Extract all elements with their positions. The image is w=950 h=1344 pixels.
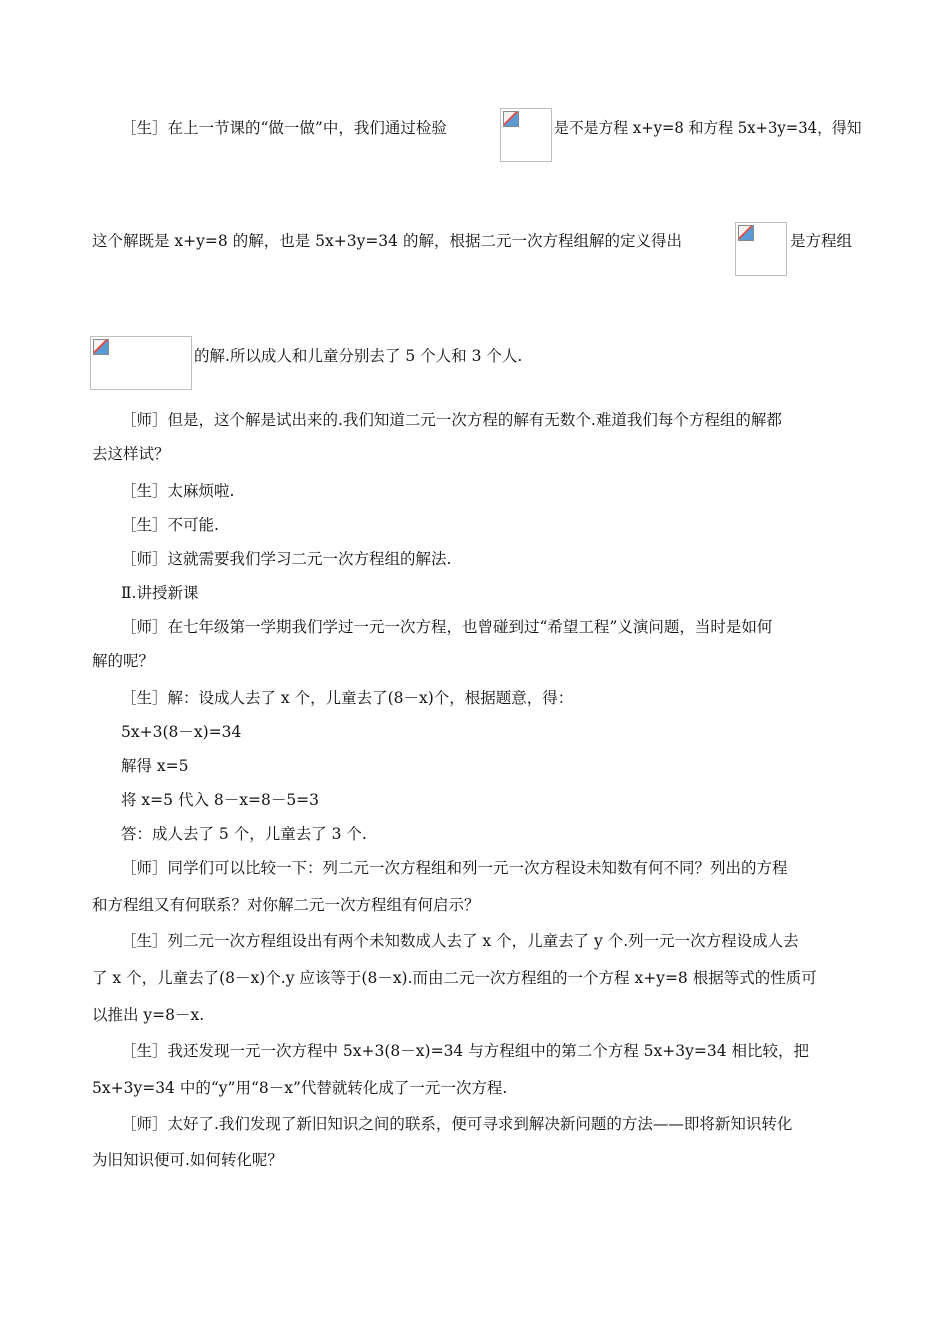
paragraph-line: 5x+3y=34 中的“y”用“8－x”代替就转化成了一元一次方程. [92, 1079, 508, 1097]
paragraph-line: ［生］解：设成人去了 x 个，儿童去了(8－x)个，根据题意，得： [121, 689, 574, 707]
paragraph-line: 的解.所以成人和儿童分别去了 5 个人和 3 个人. [194, 347, 523, 365]
paragraph-line: ［师］太好了.我们发现了新旧知识之间的联系，便可寻求到解决新问题的方法——即将新知识转化 [121, 1115, 793, 1133]
broken-image-icon [90, 336, 192, 390]
paragraph-line: ［生］太麻烦啦. [121, 482, 235, 500]
paragraph-line: 是不是方程 x+y=8 和方程 5x+3y=34，得知 [554, 119, 862, 137]
paragraph-line: 为旧知识便可.如何转化呢？ [92, 1151, 283, 1169]
paragraph-line: 了 x 个，儿童去了(8－x)个.y 应该等于(8－x).而由二元一次方程组的一个方程 x+y=8 根据等式的性质可 [92, 969, 817, 987]
paragraph-line: 解的呢？ [92, 652, 155, 670]
paragraph-line: 以推出 y=8－x. [92, 1006, 205, 1024]
image-placeholder-icon [93, 339, 109, 355]
paragraph-line: ［生］列二元一次方程组设出有两个未知数成人去了 x 个，儿童去了 y 个.列一元一次方程设成人去 [121, 932, 799, 950]
paragraph-line: ［生］在上一节课的“做一做”中，我们通过检验 [121, 119, 447, 137]
equation-line: 5x+3(8－x)=34 [121, 723, 242, 741]
section-heading: Ⅱ.讲授新课 [121, 584, 199, 602]
paragraph-line: 解得 x=5 [121, 757, 189, 775]
paragraph-line: ［师］同学们可以比较一下：列二元一次方程组和列一元一次方程设未知数有何不同？列出的方程 [121, 859, 788, 877]
image-placeholder-icon [503, 111, 519, 127]
broken-image-icon [735, 222, 787, 276]
paragraph-line: ［师］这就需要我们学习二元一次方程组的解法. [121, 550, 452, 568]
paragraph-line: ［生］我还发现一元一次方程中 5x+3(8－x)=34 与方程组中的第二个方程 5x+3y=34 相比较，把 [121, 1042, 809, 1060]
paragraph-line: 去这样试？ [92, 445, 170, 463]
paragraph-line: ［生］不可能. [121, 516, 219, 534]
paragraph-line: 和方程组又有何联系？对你解二元一次方程组有何启示？ [92, 896, 480, 914]
paragraph-line: ［师］在七年级第一学期我们学过一元一次方程，也曾碰到过“希望工程”义演问题，当时是如何 [121, 618, 773, 636]
paragraph-line: 这个解既是 x+y=8 的解，也是 5x+3y=34 的解，根据二元一次方程组解的定义得出 [92, 232, 682, 250]
image-placeholder-icon [738, 225, 754, 241]
paragraph-line: 答：成人去了 5 个，儿童去了 3 个. [121, 825, 367, 843]
broken-image-icon [500, 108, 552, 162]
paragraph-line: 是方程组 [790, 232, 853, 250]
paragraph-line: ［师］但是，这个解是试出来的.我们知道二元一次方程的解有无数个.难道我们每个方程组的解都 [121, 411, 782, 429]
paragraph-line: 将 x=5 代入 8－x=8－5=3 [121, 791, 320, 809]
